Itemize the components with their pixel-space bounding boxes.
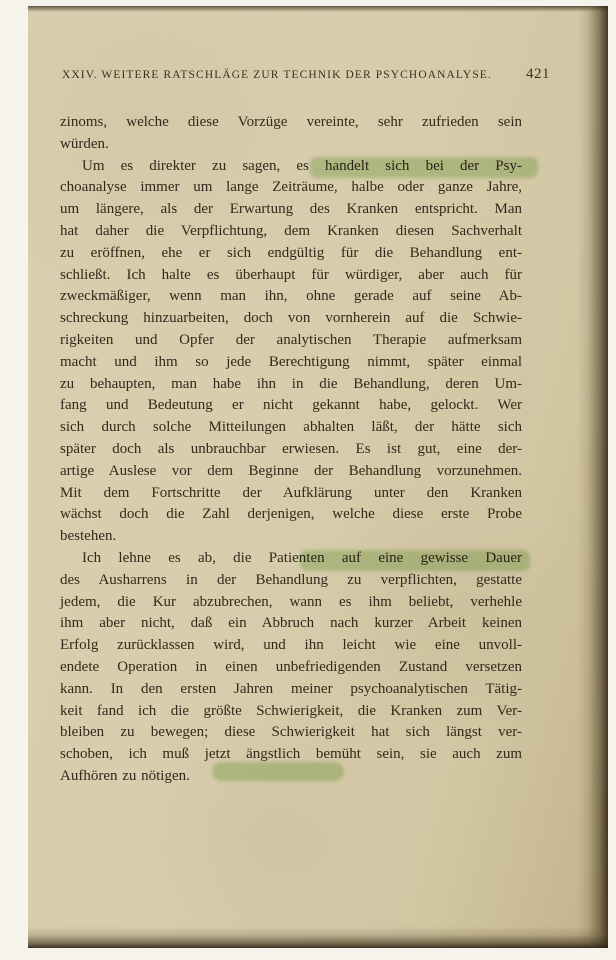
text-line: macht und ihm so jede Berechtigung nimmt, später einmal	[60, 353, 522, 370]
text-line: zu eröffnen, ehe er sich endgültig für die Behandlung ent-	[60, 244, 522, 261]
text-line: fang und Bedeutung er nicht gekannt habe, gelockt. Wer	[60, 397, 522, 414]
chapter-header-title: XXIV. WEITERE RATSCHLÄGE ZUR TECHNIK DER PSYCHOANALYSE.	[62, 69, 492, 81]
book-right-edge-shadow	[578, 6, 608, 948]
text-line: bestehen.	[60, 528, 117, 545]
text-line: endete Operation in einen unbefriedigenden Zustand versetzen	[60, 658, 522, 675]
text-line: zinoms, welche diese Vorzüge vereinte, sehr zufrieden sein	[60, 114, 522, 130]
page-top-edge-shadow	[28, 6, 608, 12]
paragraph	[60, 548, 522, 788]
text-line: kann. In den ersten Jahren meiner psychoanalytischen Tätig-	[60, 680, 522, 697]
book-bottom-edge-shadow	[28, 926, 608, 948]
text-line: Ich lehne es ab, die Patienten auf eine gewisse Dauer	[82, 549, 522, 566]
text-line: Mit dem Fortschritte der Aufklärung unter den Kranken	[60, 484, 522, 501]
text-line: des Ausharrens in der Behandlung zu verpflichten, gestatte	[60, 571, 522, 588]
text-line: schließt. Ich halte es überhaupt für würdiger, aber auch für	[60, 266, 522, 283]
text-line: artige Auslese vor dem Beginne der Behandlung vorzunehmen.	[60, 462, 522, 479]
text-line: wächst doch die Zahl derjenigen, welche diese erste Probe	[60, 506, 522, 523]
text-line: zu behaupten, man habe ihn in die Behandlung, deren Um-	[60, 375, 522, 392]
text-line: würden.	[60, 135, 109, 152]
text-line: hat daher die Verpflichtung, dem Kranken diesen Sachverhalt	[60, 222, 522, 239]
text-block	[60, 112, 522, 788]
paper-sheet	[28, 6, 608, 948]
page-number: 421	[526, 66, 550, 82]
paragraph	[60, 112, 522, 156]
text-line: keit fand ich die größte Schwierigkeit, die Kranken zum Ver-	[60, 702, 522, 719]
running-header	[62, 66, 550, 83]
text-line: sich durch solche Mitteilungen abhalten läßt, der hätte sich	[60, 419, 522, 436]
text-line: Aufhören zu nötigen.	[60, 767, 190, 784]
text-line: ihm aber nicht, daß ein Abbruch nach kurzer Arbeit keinen	[60, 615, 522, 632]
text-line: zweckmäßiger, wenn man ihn, ohne gerade auf seine Ab-	[60, 288, 522, 305]
text-line: rigkeiten und Opfer der analytischen Therapie aufmerksam	[60, 331, 522, 348]
text-line: schoben, ich muß jetzt ängstlich bemüht sein, sie auch zum	[60, 746, 522, 763]
text-line: choanalyse immer um lange Zeiträume, halbe oder ganze Jahre,	[60, 179, 522, 196]
text-line: schreckung hinzuarbeiten, doch von vornherein auf die Schwie-	[60, 310, 522, 327]
text-line: bleiben zu bewegen; diese Schwierigkeit hat sich längst ver-	[60, 724, 522, 741]
text-line: Erfolg zurücklassen wird, und ihn leicht wie eine unvoll-	[60, 637, 522, 654]
paragraph	[60, 156, 522, 548]
text-line: um längere, als der Erwartung des Kranken entspricht. Man	[60, 201, 522, 218]
text-line: Um es direkter zu sagen, es handelt sich bei der Psy-	[82, 157, 522, 174]
text-line: jedem, die Kur abzubrechen, wann es ihm beliebt, verhehle	[60, 593, 522, 610]
text-line: später doch als unbrauchbar erwiesen. Es ist gut, eine der-	[60, 440, 522, 457]
